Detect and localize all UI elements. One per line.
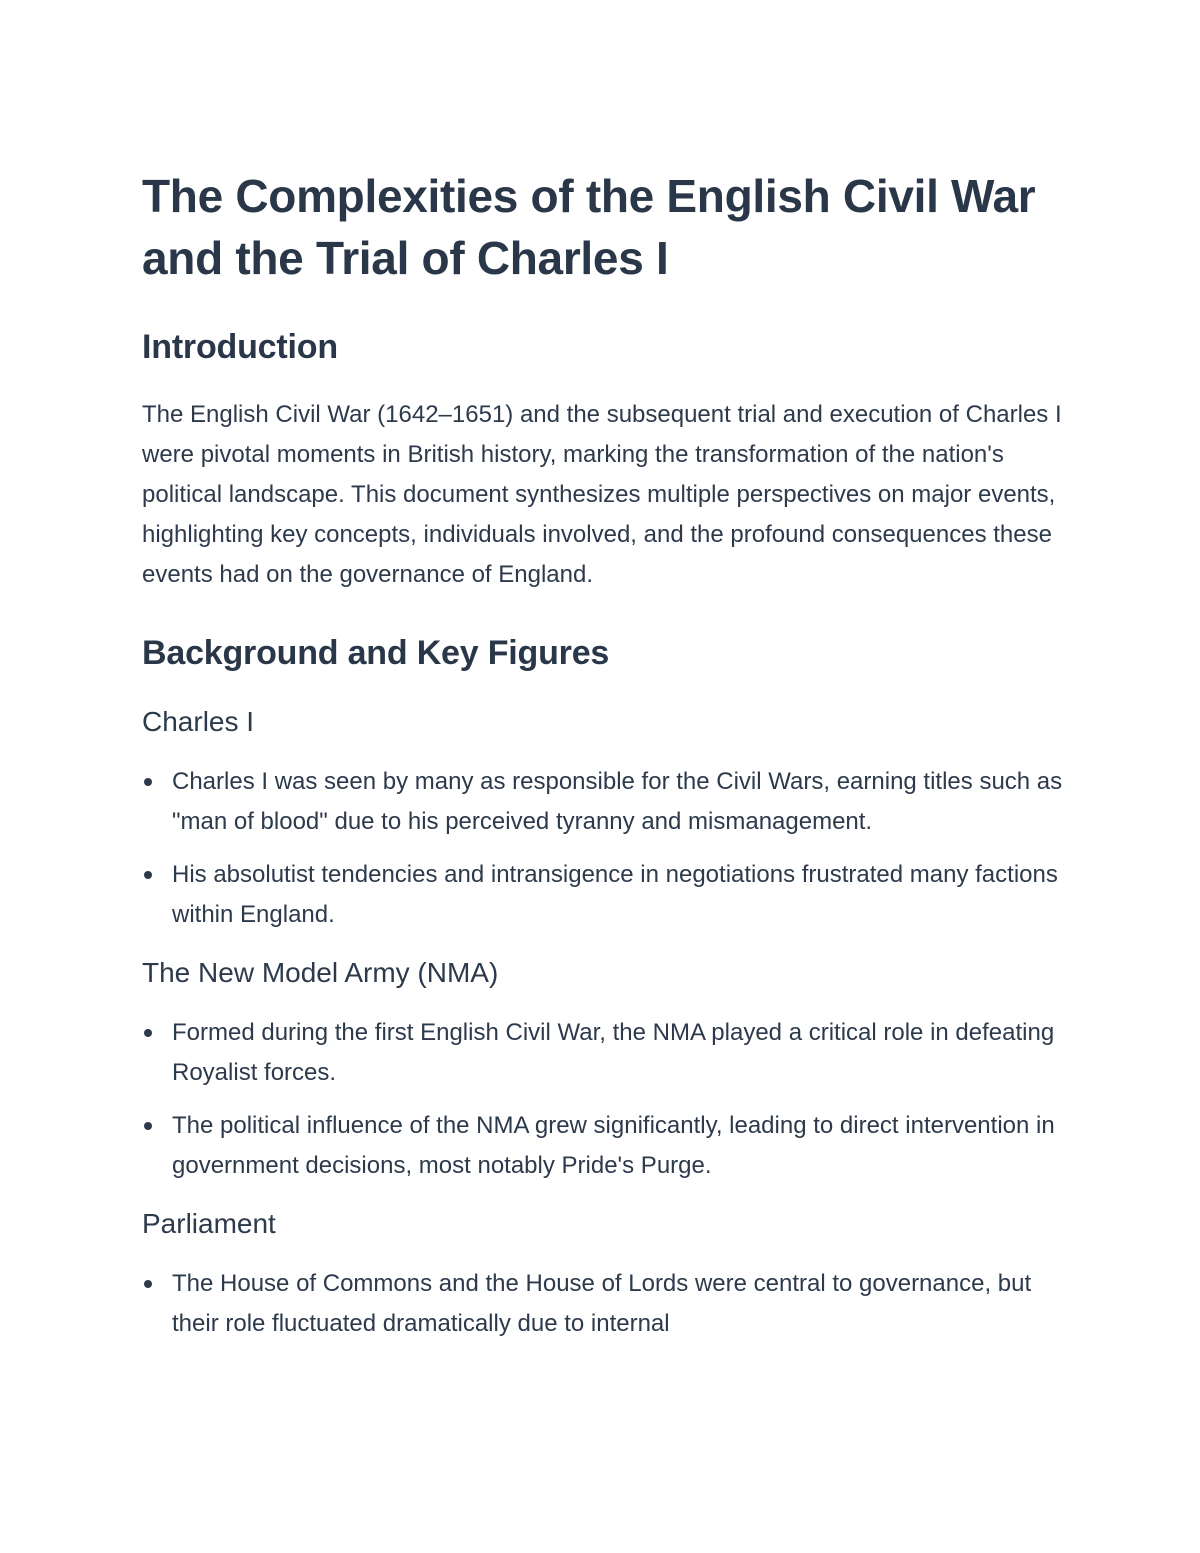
list-item [142, 1264, 1072, 1344]
list-item [142, 1013, 1072, 1093]
list-item [142, 762, 1072, 842]
document-title: The Complexities of the English Civil War and the Trial of Charles I [142, 170, 1036, 284]
introduction-heading: Introduction [142, 328, 338, 366]
background-heading: Background and Key Figures [142, 634, 610, 672]
charles-list [142, 762, 1072, 935]
list-item-text: Charles I was seen by many as responsible for the Civil Wars, earning titles such as "man of blood" due to his perceived tyranny and mismanagement. [172, 768, 1063, 835]
parliament-list [142, 1264, 1072, 1344]
nma-list [142, 1013, 1072, 1186]
bullet-icon [144, 871, 152, 879]
list-item-text: His absolutist tendencies and intransigence in negotiations frustrated many factions within England. [172, 861, 1058, 928]
nma-heading: The New Model Army (NMA) [142, 957, 499, 988]
document-page [142, 165, 1072, 1363]
bullet-icon [144, 1029, 152, 1037]
list-item [142, 855, 1072, 935]
charles-heading: Charles I [142, 706, 255, 737]
bullet-icon [144, 1280, 152, 1288]
list-item-text: The House of Commons and the House of Lords were central to governance, but their role fluctuated dramatically due to internal [172, 1270, 1032, 1337]
bullet-icon [144, 1122, 152, 1130]
list-item-text: The political influence of the NMA grew significantly, leading to direct intervention in government decisions, most notably Pride's Purge. [172, 1112, 1055, 1179]
bullet-icon [144, 778, 152, 786]
list-item-text: Formed during the first English Civil War, the NMA played a critical role in defeating Royalist forces. [172, 1019, 1055, 1086]
list-item [142, 1106, 1072, 1186]
parliament-heading: Parliament [142, 1208, 276, 1239]
introduction-paragraph: The English Civil War (1642–1651) and the subsequent trial and execution of Charles I were pivotal moments in British history, marking the transformation of the nation's political landscape. This document synthesizes multiple perspectives on major events, highlighting key concepts, individuals involved, and the profound consequences these events had on the governance of England. [142, 401, 1062, 588]
